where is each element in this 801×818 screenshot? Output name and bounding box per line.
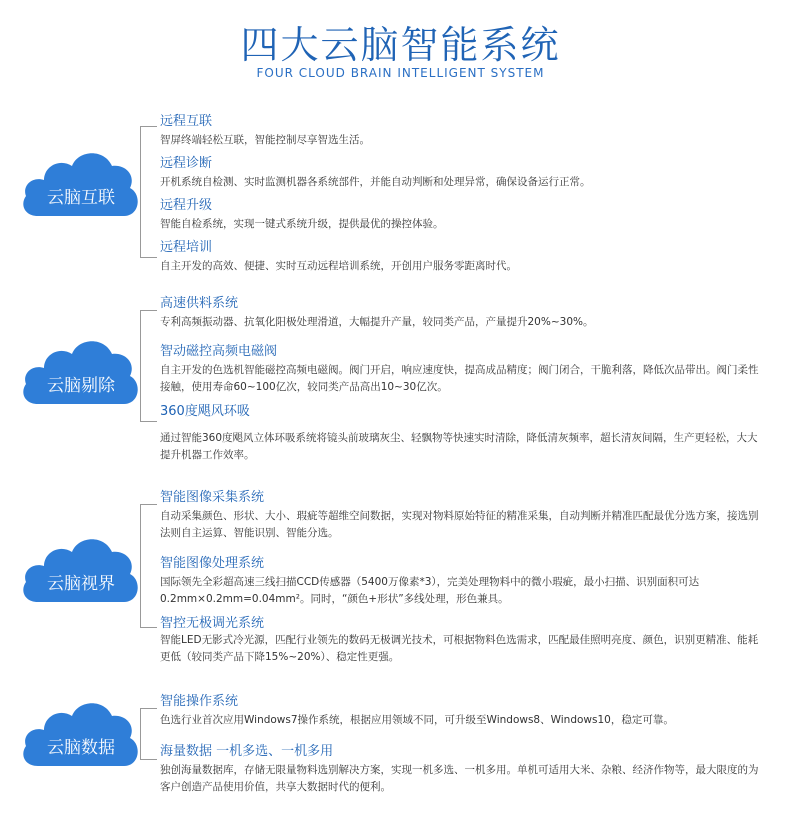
list-item (160, 114, 760, 149)
item-desc: 独创海量数据库，存储无限量物料选别解决方案，实现一机多选、一机多用。单机可适用大米、杂粮、经济作物等，最大限度的为客户创造产品使用价值，共享大数据时代的便利。 (160, 764, 759, 793)
list-item (160, 344, 760, 396)
list-item (160, 198, 760, 233)
item-desc: 智能LED无影式冷光源，匹配行业领先的数码无极调光技术，可根据物料色选需求，匹配最佳照明亮度、颜色，识别更精准、能耗更低（较同类产品下降15%~20%）、稳定性更强。 (160, 634, 759, 663)
list-item (160, 404, 760, 464)
item-title: 高速供料系统 (160, 296, 239, 311)
item-desc: 国际领先全彩超高速三线扫描CCD传感器（5400万像素*3），完美处理物料中的微小瑕疵，最小扫描、识别面积可达0.2mm×0.2mm=0.04mm²。同时，“颜色+形状”多线处理，形色兼具。 (160, 576, 700, 605)
bracket-line (140, 310, 157, 422)
item-desc: 自主开发的高效、便捷、实时互动远程培训系统，开创用户服务零距离时代。 (160, 260, 517, 272)
list-item (160, 296, 760, 331)
item-title: 远程升级 (160, 198, 213, 213)
item-desc: 专利高频振动器、抗氧化阳极处理滑道，大幅提升产量，较同类产品，产量提升20%~30%。 (160, 316, 594, 328)
list-item (160, 556, 760, 608)
cloud-badge-shuju (20, 692, 142, 770)
item-title: 海量数据 一机多选、一机多用 (160, 744, 334, 759)
cloud-badge-shijie (20, 528, 142, 606)
cloud-icon (20, 692, 142, 770)
list-item (160, 694, 760, 729)
cloud-label: 云脑视界 (47, 574, 115, 594)
list-item (160, 240, 760, 275)
page-title: 四大云脑智能系统 (240, 23, 561, 67)
bracket-line (140, 708, 157, 760)
cloud-icon (20, 142, 142, 220)
list-item (160, 490, 760, 542)
cloud-badge-tichu (20, 330, 142, 408)
cloud-icon (20, 528, 142, 606)
item-title: 智动磁控高频电磁阀 (160, 344, 278, 359)
list-item (160, 744, 760, 796)
item-desc: 自动采集颜色、形状、大小、瑕疵等超维空间数据，实现对物料原始特征的精准采集，自动判断并精准匹配最优分选方案，接选别法则自主运算、智能识别、智能分选。 (160, 510, 759, 539)
item-desc: 通过智能360度飓风立体环吸系统将镜头前玻璃灰尘、轻飘物等快速实时清除，降低清灰频率，超长清灰间隔，生产更轻松，大大提升机器工作效率。 (160, 432, 758, 461)
item-desc: 智能自检系统，实现一键式系统升级，提供最优的操控体验。 (160, 218, 444, 230)
cloud-label: 云脑数据 (47, 738, 115, 758)
cloud-label: 云脑剔除 (47, 376, 115, 396)
list-item (160, 616, 760, 666)
item-desc: 智屏终端轻松互联，智能控制尽享智选生活。 (160, 134, 370, 146)
cloud-badge-hulian (20, 142, 142, 220)
item-desc: 自主开发的色选机智能磁控高频电磁阀。阀门开启，响应速度快，提高成品精度；阀门闭合，干脆利落，降低次品带出。阀门柔性接触，使用寿命60~100亿次，较同类产品高出10~30亿次。 (160, 364, 759, 393)
item-title: 智能图像采集系统 (160, 490, 265, 505)
item-title: 远程互联 (160, 114, 213, 129)
page-subtitle: FOUR CLOUD BRAIN INTELLIGENT SYSTEM (256, 66, 545, 80)
item-title: 智能图像处理系统 (160, 556, 265, 571)
item-title: 智能操作系统 (160, 694, 239, 709)
item-title: 智控无极调光系统 (160, 616, 265, 631)
item-desc: 开机系统自检测、实时监测机器各系统部件，并能自动判断和处理异常，确保设备运行正常。 (160, 176, 591, 188)
item-title: 360度飓风环吸 (160, 404, 250, 419)
cloud-icon (20, 330, 142, 408)
bracket-line (140, 504, 157, 628)
item-title: 远程诊断 (160, 156, 213, 171)
list-item (160, 156, 760, 191)
item-desc: 色选行业首次应用Windows7操作系统，根据应用领域不同，可升级至Windows8、Windows10，稳定可靠。 (160, 714, 674, 726)
bracket-line (140, 126, 157, 258)
cloud-label: 云脑互联 (47, 188, 115, 208)
item-title: 远程培训 (160, 240, 213, 255)
